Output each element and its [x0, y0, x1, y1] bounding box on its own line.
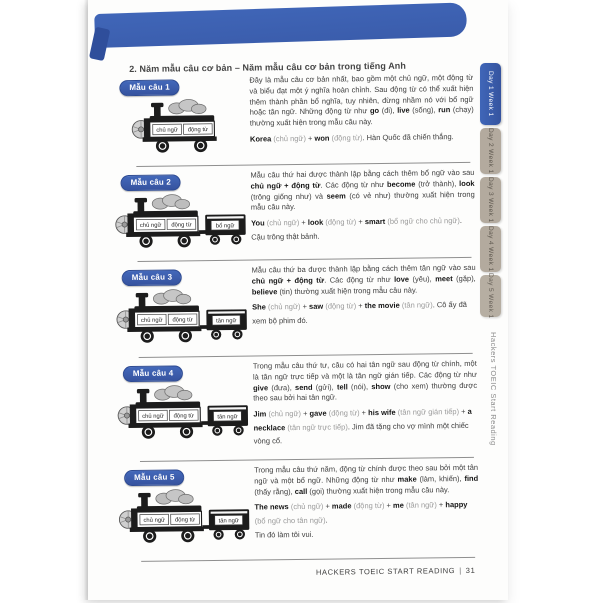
svg-text:chủ ngữ: chủ ngữ: [143, 517, 165, 524]
book-page: [88, 0, 508, 600]
pattern-left-column: [114, 166, 247, 253]
tab-day-3-week-1: Day 3 Week 1: [480, 177, 501, 223]
verb-label-box: [169, 410, 198, 421]
svg-text:chủ ngữ: chủ ngữ: [141, 317, 163, 324]
coupler: [199, 230, 206, 234]
footer-book-title: HACKERS TOEIC START READING: [316, 566, 455, 577]
pattern-text-column: [249, 354, 484, 449]
pattern-description: Mẫu câu thứ hai được thành lập bằng cách thêm bổ ngữ vào sau chủ ngữ + động từ. Các động từ như become (trở thành), look (trông giống như) và seem (có vẻ như) thường xuất hiện trong mẫu câu này.: [250, 168, 475, 214]
locomotive-icon: [117, 289, 202, 343]
pattern-section: [118, 458, 485, 562]
train-car-icon: [200, 309, 247, 340]
pattern-section: [117, 354, 484, 462]
car-wheels: [211, 329, 243, 340]
locomotive-icon: [132, 99, 217, 153]
subject-label-box: [140, 514, 169, 525]
verb-label-box: [167, 219, 196, 230]
footer-separator: |: [459, 566, 462, 575]
pattern-left-column: [113, 71, 246, 158]
pattern-left-column: [117, 357, 250, 444]
car-top-stripe: [208, 311, 245, 314]
locomotive-icon: [119, 489, 204, 543]
train-icon: [114, 98, 247, 158]
section-divider: [141, 557, 475, 562]
verb-label-box: [184, 124, 213, 135]
svg-text:tân ngữ: tân ngữ: [216, 318, 236, 324]
train-car-icon: [202, 509, 249, 540]
pattern-badge: Mẫu câu 2: [120, 174, 181, 191]
spine-title: Hackers TOEIC Start Reading: [489, 332, 498, 502]
tab-day-1-week-1: Day 1 Week 1: [480, 63, 501, 125]
smoke-icon: [152, 194, 190, 209]
pattern-description: Mẫu câu thứ ba được thành lập bằng cách thêm tân ngữ vào sau chủ ngữ + động từ. Các động từ như love (yêu), meet (gặp), believe (tin) thường xuất hiện trong mẫu câu này.: [252, 263, 476, 298]
svg-text:chủ ngữ: chủ ngữ: [140, 222, 162, 229]
car-wheels: [210, 234, 242, 245]
subject-label-box: [153, 124, 182, 135]
coupler: [201, 421, 208, 425]
pattern-example: You (chủ ngữ) + look (động từ) + smart (bổ ngữ cho chủ ngữ). Cậu trông thật bảnh.: [251, 214, 475, 244]
sections: [113, 68, 485, 562]
pattern-example: Korea (chủ ngữ) + won (động từ). Hàn Quốc đã chiến thắng.: [250, 130, 474, 146]
verb-label-box: [171, 514, 200, 525]
verb-label-box: [168, 314, 197, 325]
pattern-example: She (chủ ngữ) + saw (động từ) + the movie (tân ngữ). Cô ấy đã xem bộ phim đó.: [252, 298, 476, 328]
pattern-text-column: [248, 258, 483, 328]
svg-text:động từ: động từ: [172, 317, 192, 323]
train-icon: [118, 488, 251, 548]
chassis: [126, 232, 200, 237]
pattern-left-column: [118, 461, 251, 548]
smoke-icon: [169, 99, 207, 114]
pattern-example: Jim (chủ ngữ) + gave (động từ) + his wife (tân ngữ gián tiếp) + a necklace (tân ngữ trực tiếp). Jim đã tặng cho vợ mình một chiếc vòng cổ.: [253, 405, 477, 448]
svg-text:tân ngữ: tân ngữ: [219, 518, 239, 524]
svg-text:bổ ngữ: bổ ngữ: [216, 222, 235, 229]
subject-label-box: [136, 219, 165, 230]
page-title: 2. Năm mẫu câu cơ bản – Năm mẫu câu cơ bản trong tiếng Anh: [129, 60, 479, 74]
pattern-text-column: [250, 458, 485, 541]
footer-page-number: 31: [466, 566, 476, 575]
train-icon: [116, 288, 249, 348]
pattern-example-translation: Tin đó làm tôi vui.: [255, 527, 479, 541]
svg-text:động từ: động từ: [188, 127, 208, 133]
coupler: [202, 525, 209, 529]
smoke-icon: [153, 289, 191, 304]
header-ribbon: [94, 2, 467, 48]
svg-text:động từ: động từ: [174, 413, 194, 419]
pattern-badge: Mẫu câu 4: [123, 365, 184, 382]
tab-day-4-week-1: Day 4 Week 1: [480, 226, 501, 272]
object-label-box: [212, 315, 240, 325]
car-top-stripe: [211, 511, 248, 514]
chassis: [130, 527, 204, 532]
pattern-example: The news (chủ ngữ) + made (động từ) + me (tân ngữ) + happy (bổ ngữ cho tân ngữ).: [254, 498, 478, 528]
locomotive-icon: [115, 194, 200, 248]
pattern-section: [113, 68, 480, 167]
pattern-text-column: [245, 68, 480, 146]
pattern-left-column: [116, 261, 249, 348]
coupler: [200, 325, 207, 329]
pattern-section: [114, 163, 481, 262]
tab-day-5-week-1: Day 5 Week 1: [480, 275, 501, 317]
day-tabs: [480, 0, 504, 600]
tab-day-2-week-1: Day 2 Week 1: [480, 128, 501, 174]
car-top-stripe: [209, 407, 246, 410]
chassis: [127, 327, 201, 332]
pattern-section: [116, 258, 483, 358]
smoke-icon: [154, 385, 192, 400]
pattern-badge: Mẫu câu 5: [124, 469, 185, 486]
car-top-stripe: [207, 216, 244, 219]
svg-text:động từ: động từ: [175, 517, 195, 523]
train-car-icon: [201, 405, 248, 436]
object-label-box: [215, 515, 243, 525]
object-label-box: [211, 220, 239, 230]
train-car-icon: [199, 214, 246, 245]
pattern-description: Đây là mẫu câu cơ bản nhất, bao gồm một chủ ngữ, một động từ và biểu đạt một ý nghĩa hoàn chỉnh. Sau động từ có thể xuất hiện thêm thành phần bổ nghĩa, tuy nhiên, đừng nhầm nó với bổ ngữ hoặc tân ngữ. Những động từ như go (đi), live (sống), run (chạy) thường xuất hiện trong mẫu câu này.: [249, 73, 474, 130]
pattern-badge: Mẫu câu 1: [119, 79, 180, 96]
subject-label-box: [137, 314, 166, 325]
pattern-badge: Mẫu câu 3: [122, 269, 183, 286]
smoke-icon: [156, 489, 194, 504]
svg-text:động từ: động từ: [171, 222, 191, 228]
object-label-box: [213, 411, 241, 421]
page-footer: [91, 566, 475, 580]
subject-label-box: [139, 410, 168, 421]
car-wheels: [213, 529, 245, 540]
train-icon: [117, 384, 250, 444]
svg-text:tân ngữ: tân ngữ: [217, 414, 237, 420]
chassis: [143, 137, 217, 142]
pattern-description: Trong mẫu câu thứ năm, động từ chính được theo sau bởi một tân ngữ và một bổ ngữ. Những động từ như make (làm, khiến), find (thấy rằng), call (gọi) thường xuất hiện trong mẫu câu này.: [254, 463, 478, 498]
chassis: [128, 423, 202, 428]
locomotive-icon: [118, 385, 203, 439]
pattern-description: Trong mẫu câu thứ tư, câu có hai tân ngữ sau động từ chính, một là tân ngữ trực tiếp và một là tân ngữ gián tiếp. Các động từ như give (đưa), send (gửi), tell (nói), show (cho xem) thường được theo sau bởi hai tân ngữ.: [253, 359, 478, 405]
svg-text:chủ ngữ: chủ ngữ: [142, 413, 164, 420]
pattern-text-column: [246, 163, 481, 244]
car-wheels: [212, 425, 244, 436]
train-icon: [115, 193, 248, 253]
svg-text:chủ ngữ: chủ ngữ: [156, 126, 178, 133]
